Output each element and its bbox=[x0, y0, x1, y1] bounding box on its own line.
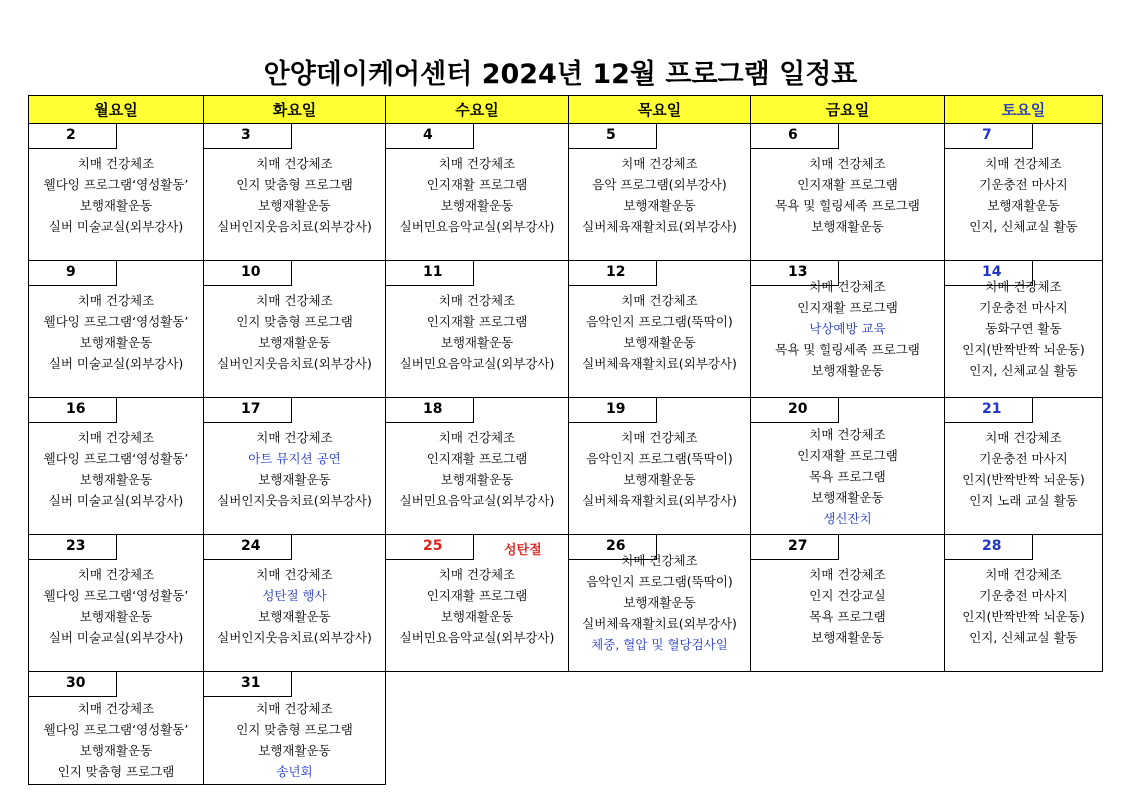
activity: 보행재활운동 bbox=[623, 595, 696, 610]
activity: 인지 맞춤형 프로그램 bbox=[57, 764, 175, 779]
activity: 웰다잉 프로그램‘영성활동’ bbox=[43, 451, 189, 466]
activity: 보행재활운동 bbox=[623, 335, 696, 350]
activity: 실버인지웃음치료(외부강사) bbox=[217, 493, 372, 508]
activity: 음악인지 프로그램(뚝딱이) bbox=[586, 451, 733, 466]
day-cell bbox=[29, 535, 204, 672]
activity: 치매 건강체조 bbox=[77, 430, 155, 445]
activity: 인지(반짝반짝 뇌운동) bbox=[962, 472, 1085, 487]
activity: 치매 건강체조 bbox=[438, 156, 516, 171]
activity: 인지재활 프로그램 bbox=[426, 588, 528, 603]
activity: 치매 건강체조 bbox=[809, 427, 886, 442]
activity: 실버 미술교실(외부강사) bbox=[48, 493, 184, 508]
activity: 보행재활운동 bbox=[440, 335, 514, 350]
activity: 보행재활운동 bbox=[440, 472, 514, 487]
activity: 실버민요음악교실(외부강사) bbox=[399, 356, 555, 371]
activity: 치매 건강체조 bbox=[809, 156, 886, 171]
activity: 치매 건강체조 bbox=[438, 430, 516, 445]
activity: 인지 맞춤형 프로그램 bbox=[236, 314, 353, 329]
day-number: 27 bbox=[788, 538, 808, 554]
week-row bbox=[29, 261, 1103, 398]
day-number: 30 bbox=[66, 675, 86, 691]
activity: 인지(반짝반짝 뇌운동) bbox=[962, 609, 1085, 624]
activity: 음악인지 프로그램(뚝딱이) bbox=[586, 574, 733, 589]
activity: 치매 건강체조 bbox=[438, 567, 516, 582]
activity: 보행재활운동 bbox=[811, 490, 884, 505]
weekday-header-row bbox=[29, 96, 1103, 124]
activity: 치매 건강체조 bbox=[621, 553, 698, 568]
day-cell bbox=[569, 261, 751, 398]
activity: 음악 프로그램(외부강사) bbox=[592, 177, 727, 192]
activity-highlight: 낙상예방 교육 bbox=[809, 321, 886, 336]
day-cell bbox=[386, 261, 569, 398]
activity: 치매 건강체조 bbox=[77, 156, 155, 171]
activity: 치매 건강체조 bbox=[621, 430, 698, 445]
day-number: 20 bbox=[788, 401, 808, 417]
activity: 기운충전 마사지 bbox=[979, 300, 1068, 315]
activity: 보행재활운동 bbox=[811, 363, 884, 378]
activity: 인지재활 프로그램 bbox=[797, 448, 898, 463]
day-cell bbox=[29, 261, 204, 398]
header-wednesday: 수요일 bbox=[386, 96, 569, 124]
activity: 보행재활운동 bbox=[440, 609, 514, 624]
activity: 실버민요음악교실(외부강사) bbox=[399, 630, 555, 645]
day-number: 16 bbox=[66, 401, 86, 417]
activity: 보행재활운동 bbox=[623, 198, 696, 213]
activity: 실버인지웃음치료(외부강사) bbox=[217, 630, 372, 645]
day-cell bbox=[204, 261, 386, 398]
header-monday: 월요일 bbox=[29, 96, 204, 124]
activity: 인지 맞춤형 프로그램 bbox=[236, 177, 353, 192]
activity: 인지, 신체교실 활동 bbox=[969, 630, 1078, 645]
activity: 보행재활운동 bbox=[79, 472, 153, 487]
day-cell bbox=[945, 261, 1103, 398]
activity: 치매 건강체조 bbox=[621, 156, 698, 171]
activity: 인지재활 프로그램 bbox=[426, 314, 528, 329]
day-number: 6 bbox=[788, 127, 798, 143]
day-cell bbox=[29, 124, 204, 261]
day-number: 21 bbox=[982, 401, 1002, 417]
day-cell bbox=[569, 535, 751, 672]
activity-highlight: 생신잔치 bbox=[823, 511, 872, 526]
header-saturday: 토요일 bbox=[945, 96, 1103, 124]
activity: 치매 건강체조 bbox=[985, 430, 1062, 445]
activity-highlight: 체중, 혈압 및 혈당검사일 bbox=[591, 637, 728, 652]
activity: 보행재활운동 bbox=[258, 609, 331, 624]
day-number: 2 bbox=[66, 127, 76, 143]
activity: 실버 미술교실(외부강사) bbox=[48, 356, 184, 371]
day-cell bbox=[204, 124, 386, 261]
activity: 치매 건강체조 bbox=[77, 567, 155, 582]
day-cell bbox=[751, 261, 945, 398]
calendar-table bbox=[28, 95, 1103, 785]
day-cell bbox=[945, 398, 1103, 535]
activity: 인지재활 프로그램 bbox=[426, 177, 528, 192]
activity: 인지 노래 교실 활동 bbox=[969, 493, 1078, 508]
empty-area bbox=[386, 672, 1103, 785]
day-number: 11 bbox=[423, 264, 443, 280]
day-number: 7 bbox=[982, 127, 992, 143]
day-cell bbox=[204, 535, 386, 672]
activity: 보행재활운동 bbox=[258, 472, 331, 487]
page-title: 안양데이케어센터 2024년 12월 프로그램 일정표 bbox=[263, 59, 858, 90]
activity: 보행재활운동 bbox=[623, 472, 696, 487]
activity: 실버민요음악교실(외부강사) bbox=[399, 493, 555, 508]
activity: 인지재활 프로그램 bbox=[426, 451, 528, 466]
activity: 치매 건강체조 bbox=[256, 701, 333, 716]
day-number: 31 bbox=[241, 675, 261, 691]
week-row bbox=[29, 672, 1103, 785]
day-cell bbox=[386, 535, 569, 672]
activity: 치매 건강체조 bbox=[438, 293, 516, 308]
activity: 웰다잉 프로그램‘영성활동’ bbox=[43, 588, 189, 603]
activity: 치매 건강체조 bbox=[256, 293, 333, 308]
day-cell bbox=[569, 398, 751, 535]
activity: 치매 건강체조 bbox=[256, 430, 333, 445]
day-cell bbox=[945, 535, 1103, 672]
day-cell bbox=[751, 124, 945, 261]
activity: 동화구연 활동 bbox=[985, 321, 1062, 336]
activity: 웰다잉 프로그램‘영성활동’ bbox=[43, 722, 189, 737]
activity: 실버체육재활치료(외부강사) bbox=[582, 493, 737, 508]
activity: 실버인지웃음치료(외부강사) bbox=[217, 219, 372, 234]
day-cell bbox=[569, 124, 751, 261]
activity: 치매 건강체조 bbox=[621, 293, 698, 308]
day-number: 9 bbox=[66, 264, 76, 280]
activity: 인지(반짝반짝 뇌운동) bbox=[962, 342, 1085, 357]
day-cell bbox=[29, 398, 204, 535]
activity: 목욕 및 힐링세족 프로그램 bbox=[775, 198, 920, 213]
day-cell bbox=[204, 398, 386, 535]
day-number: 17 bbox=[241, 401, 261, 417]
activity: 실버민요음악교실(외부강사) bbox=[399, 219, 555, 234]
activity: 인지재활 프로그램 bbox=[797, 300, 898, 315]
activity: 실버체육재활치료(외부강사) bbox=[582, 356, 737, 371]
activity: 웰다잉 프로그램‘영성활동’ bbox=[43, 177, 189, 192]
activity: 보행재활운동 bbox=[811, 219, 884, 234]
activity: 보행재활운동 bbox=[79, 743, 153, 758]
activity: 웰다잉 프로그램‘영성활동’ bbox=[43, 314, 189, 329]
activity: 치매 건강체조 bbox=[809, 279, 886, 294]
activity: 치매 건강체조 bbox=[77, 701, 155, 716]
activity-highlight: 송년회 bbox=[276, 764, 313, 779]
activity: 실버인지웃음치료(외부강사) bbox=[217, 356, 372, 371]
activity: 치매 건강체조 bbox=[256, 156, 333, 171]
day-cell bbox=[751, 398, 945, 535]
day-number: 3 bbox=[241, 127, 251, 143]
day-number: 24 bbox=[241, 538, 261, 554]
day-cell bbox=[29, 672, 204, 785]
day-number: 10 bbox=[241, 264, 261, 280]
holiday-label: 성탄절 bbox=[504, 543, 542, 558]
activity-highlight: 아트 뮤지션 공연 bbox=[248, 451, 341, 466]
activity: 목욕 프로그램 bbox=[809, 609, 886, 624]
day-number: 19 bbox=[606, 401, 626, 417]
day-number: 13 bbox=[788, 264, 808, 280]
activity: 치매 건강체조 bbox=[77, 293, 155, 308]
activity: 보행재활운동 bbox=[79, 198, 153, 213]
activity: 인지 건강교실 bbox=[809, 588, 886, 603]
day-number: 14 bbox=[982, 264, 1002, 280]
day-cell bbox=[751, 535, 945, 672]
activity: 인지, 신체교실 활동 bbox=[969, 219, 1078, 234]
activity: 목욕 및 힐링세족 프로그램 bbox=[775, 342, 920, 357]
activity: 인지, 신체교실 활동 bbox=[969, 363, 1078, 378]
week-row bbox=[29, 398, 1103, 535]
activity: 보행재활운동 bbox=[811, 630, 884, 645]
activity: 치매 건강체조 bbox=[985, 156, 1062, 171]
day-number: 25 bbox=[423, 538, 443, 554]
day-number: 12 bbox=[606, 264, 626, 280]
activity: 보행재활운동 bbox=[258, 743, 331, 758]
activity: 실버 미술교실(외부강사) bbox=[48, 630, 184, 645]
activity: 보행재활운동 bbox=[258, 198, 331, 213]
day-number: 28 bbox=[982, 538, 1002, 554]
activity: 치매 건강체조 bbox=[256, 567, 333, 582]
activity: 기운충전 마사지 bbox=[979, 451, 1068, 466]
activity: 실버체육재활치료(외부강사) bbox=[582, 219, 737, 234]
day-cell bbox=[945, 124, 1103, 261]
day-number: 23 bbox=[66, 538, 86, 554]
activity: 실버체육재활치료(외부강사) bbox=[582, 616, 737, 631]
day-number: 5 bbox=[606, 127, 616, 143]
activity: 목욕 프로그램 bbox=[809, 469, 886, 484]
activity-highlight: 성탄절 행사 bbox=[262, 588, 327, 603]
activity: 보행재활운동 bbox=[440, 198, 514, 213]
week-row bbox=[29, 535, 1103, 672]
activity: 기운충전 마사지 bbox=[979, 177, 1068, 192]
activity: 인지재활 프로그램 bbox=[797, 177, 898, 192]
activity: 보행재활운동 bbox=[987, 198, 1060, 213]
day-number: 18 bbox=[423, 401, 443, 417]
activity: 치매 건강체조 bbox=[985, 279, 1062, 294]
activity: 음악인지 프로그램(뚝딱이) bbox=[586, 314, 733, 329]
activity: 치매 건강체조 bbox=[809, 567, 886, 582]
activity: 치매 건강체조 bbox=[985, 567, 1062, 582]
day-number: 4 bbox=[423, 127, 433, 143]
activity: 기운충전 마사지 bbox=[979, 588, 1068, 603]
day-number: 26 bbox=[606, 538, 626, 554]
day-cell bbox=[386, 124, 569, 261]
activity: 인지 맞춤형 프로그램 bbox=[236, 722, 353, 737]
activity: 보행재활운동 bbox=[258, 335, 331, 350]
day-cell bbox=[204, 672, 386, 785]
header-tuesday: 화요일 bbox=[204, 96, 386, 124]
day-cell bbox=[386, 398, 569, 535]
activity: 보행재활운동 bbox=[79, 609, 153, 624]
header-thursday: 목요일 bbox=[569, 96, 751, 124]
activity: 보행재활운동 bbox=[79, 335, 153, 350]
week-row bbox=[29, 124, 1103, 261]
header-friday: 금요일 bbox=[751, 96, 945, 124]
activity: 실버 미술교실(외부강사) bbox=[48, 219, 184, 234]
